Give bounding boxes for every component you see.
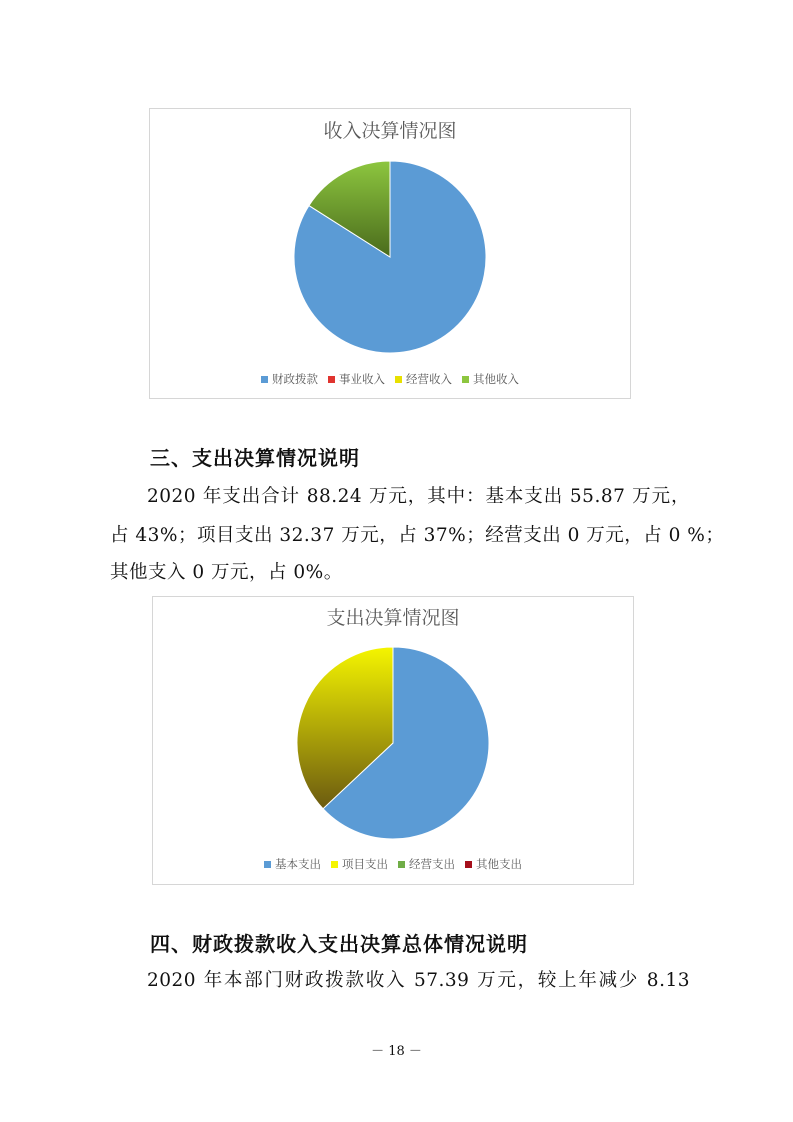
section-three-line-2: 占 43%；项目支出 32.37 万元，占 37%；经营支出 0 万元，占 0 %； <box>110 525 725 546</box>
legend-swatch-2 <box>398 861 405 868</box>
section-four-heading: 四、财政拨款收入支出决算总体情况说明 <box>150 932 528 956</box>
chart-title: 收入决算情况图 <box>323 120 457 142</box>
legend-swatch-1 <box>331 861 338 868</box>
expenditure-pie-chart <box>152 596 634 885</box>
legend-swatch-3 <box>465 861 472 868</box>
legend-label-2: 经营支出 <box>409 857 455 871</box>
legend-label-2: 经营收入 <box>406 372 452 386</box>
chart-title: 支出决算情况图 <box>326 607 460 629</box>
legend-swatch-3 <box>462 376 469 383</box>
section-three-line-1: 2020 年支出合计 88.24 万元，其中：基本支出 55.87 万元， <box>147 486 690 507</box>
income-pie-svg <box>150 109 630 398</box>
section-four-line-1: 2020 年本部门财政拨款收入 57.39 万元，较上年减少 8.13 <box>147 970 690 991</box>
legend-label-3: 其他支出 <box>476 857 522 871</box>
page-number: － 18 － <box>371 1044 422 1059</box>
legend-swatch-0 <box>261 376 268 383</box>
legend-label-0: 基本支出 <box>275 857 321 871</box>
legend-label-3: 其他收入 <box>473 372 519 386</box>
legend-swatch-2 <box>395 376 402 383</box>
income-pie-chart <box>149 108 631 399</box>
expenditure-pie-svg <box>153 597 633 884</box>
section-three-heading: 三、支出决算情况说明 <box>150 446 360 470</box>
legend-swatch-0 <box>264 861 271 868</box>
legend-label-0: 财政拨款 <box>272 372 318 386</box>
legend-label-1: 事业收入 <box>339 372 385 386</box>
section-three-line-3: 其他支入 0 万元，占 0%。 <box>110 562 343 583</box>
legend-swatch-1 <box>328 376 335 383</box>
legend-label-1: 项目支出 <box>342 857 388 871</box>
